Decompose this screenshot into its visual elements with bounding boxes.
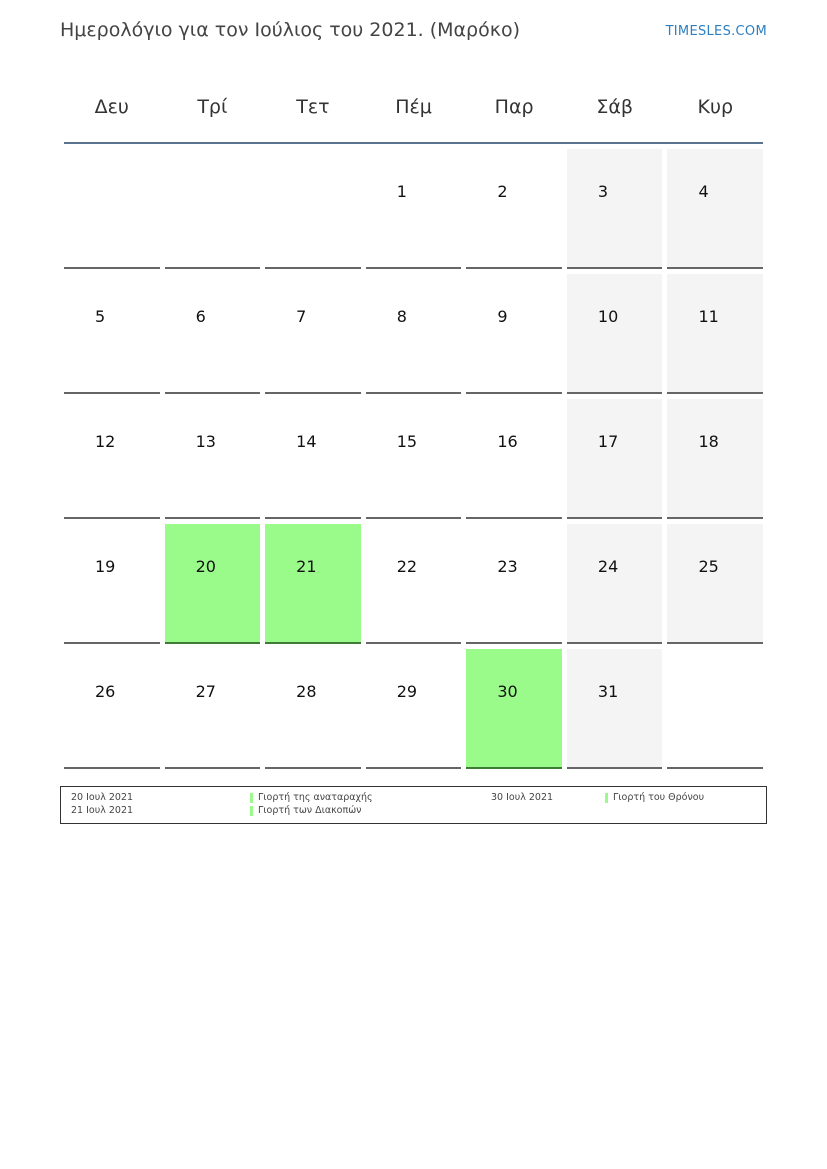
- calendar: [64, 72, 763, 774]
- day-cell: [265, 399, 361, 519]
- day-number: 25: [698, 557, 719, 576]
- day-cell: [366, 274, 462, 394]
- holiday-day-cell: [466, 649, 562, 769]
- legend-date: 21 Ιουλ 2021: [71, 805, 134, 816]
- day-cell: [567, 524, 663, 644]
- legend-date: 30 Ιουλ 2021: [491, 792, 554, 803]
- legend-marker: [250, 793, 253, 803]
- day-cell: [64, 649, 160, 769]
- day-number: 5: [95, 307, 106, 326]
- day-number: 21: [296, 557, 317, 576]
- day-cell: [165, 274, 261, 394]
- day-number: 2: [497, 182, 508, 201]
- day-number: 23: [497, 557, 518, 576]
- calendar-week-row: [64, 524, 763, 644]
- calendar-weeks: [64, 149, 763, 769]
- day-number: 4: [698, 182, 709, 201]
- day-number: 24: [597, 557, 619, 576]
- weekday-label-wed: Τετ: [296, 96, 330, 118]
- day-number: 29: [396, 682, 418, 701]
- day-number: 18: [698, 432, 719, 451]
- day-number: 26: [95, 682, 116, 701]
- day-number: 16: [497, 432, 518, 451]
- weekday-label-sun: Κυρ: [697, 96, 734, 118]
- weekday-label-sat: Σάβ: [596, 96, 633, 118]
- day-cell: [366, 649, 462, 769]
- day-number: 12: [95, 432, 116, 451]
- calendar-week-row: [64, 149, 763, 269]
- day-number: 11: [698, 307, 719, 326]
- day-number: 13: [195, 432, 216, 451]
- calendar-week-row: [64, 649, 763, 769]
- empty-day-cell: [165, 149, 261, 269]
- weekday-label-fri: Παρ: [494, 96, 534, 118]
- day-number: 27: [195, 682, 216, 701]
- day-number: 14: [296, 432, 317, 451]
- day-cell: [466, 149, 562, 269]
- day-number: 8: [396, 307, 407, 326]
- day-cell: [366, 399, 462, 519]
- day-cell: [667, 524, 763, 644]
- day-cell: [567, 649, 663, 769]
- day-number: 15: [396, 432, 418, 451]
- day-number: 7: [296, 307, 307, 326]
- weekday-label-tue: Τρί: [197, 96, 228, 118]
- empty-day-cell: [64, 149, 160, 269]
- day-cell: [466, 399, 562, 519]
- day-cell: [466, 274, 562, 394]
- empty-day-cell: [667, 649, 763, 769]
- day-cell: [567, 399, 663, 519]
- legend-date: 20 Ιουλ 2021: [71, 792, 134, 803]
- holiday-legend: [60, 786, 767, 824]
- day-cell: [64, 399, 160, 519]
- day-number: 6: [195, 307, 206, 326]
- legend-marker: [250, 806, 253, 816]
- legend-holiday-name: Γιορτή των Διακοπών: [258, 805, 362, 816]
- weekday-label-thu: Πέμ: [395, 96, 432, 118]
- day-cell: [567, 274, 663, 394]
- holiday-day-cell: [165, 524, 261, 644]
- weekday-label-mon: Δευ: [94, 96, 129, 118]
- day-cell: [466, 524, 562, 644]
- day-cell: [265, 274, 361, 394]
- brand-link[interactable]: TIMESLES.COM: [665, 24, 767, 39]
- legend-holiday-name: Γιορτή της αναταραχής: [258, 792, 373, 803]
- day-number: 20: [195, 557, 216, 576]
- legend-marker: [605, 793, 608, 803]
- day-cell: [567, 149, 663, 269]
- calendar-week-row: [64, 274, 763, 394]
- day-cell: [667, 274, 763, 394]
- calendar-week-row: [64, 399, 763, 519]
- legend-holiday-name: Γιορτή του Θρόνου: [613, 792, 705, 803]
- weekday-header-row: [64, 72, 763, 144]
- day-number: 10: [597, 307, 619, 326]
- day-number: 28: [296, 682, 317, 701]
- day-number: 22: [396, 557, 418, 576]
- page-title: Ημερολόγιο για τον Ιούλιος του 2021. (Μαρόκο): [60, 19, 520, 41]
- day-number: 31: [597, 682, 619, 701]
- day-number: 9: [497, 307, 508, 326]
- day-number: 30: [497, 682, 518, 701]
- holiday-day-cell: [265, 524, 361, 644]
- day-cell: [667, 149, 763, 269]
- day-cell: [366, 524, 462, 644]
- day-number: 19: [95, 557, 116, 576]
- day-cell: [165, 399, 261, 519]
- day-cell: [265, 649, 361, 769]
- day-cell: [64, 274, 160, 394]
- day-number: 3: [597, 182, 609, 201]
- day-number: 1: [396, 182, 407, 201]
- day-number: 17: [597, 432, 619, 451]
- day-cell: [366, 149, 462, 269]
- day-cell: [64, 524, 160, 644]
- day-cell: [667, 399, 763, 519]
- empty-day-cell: [265, 149, 361, 269]
- day-cell: [165, 649, 261, 769]
